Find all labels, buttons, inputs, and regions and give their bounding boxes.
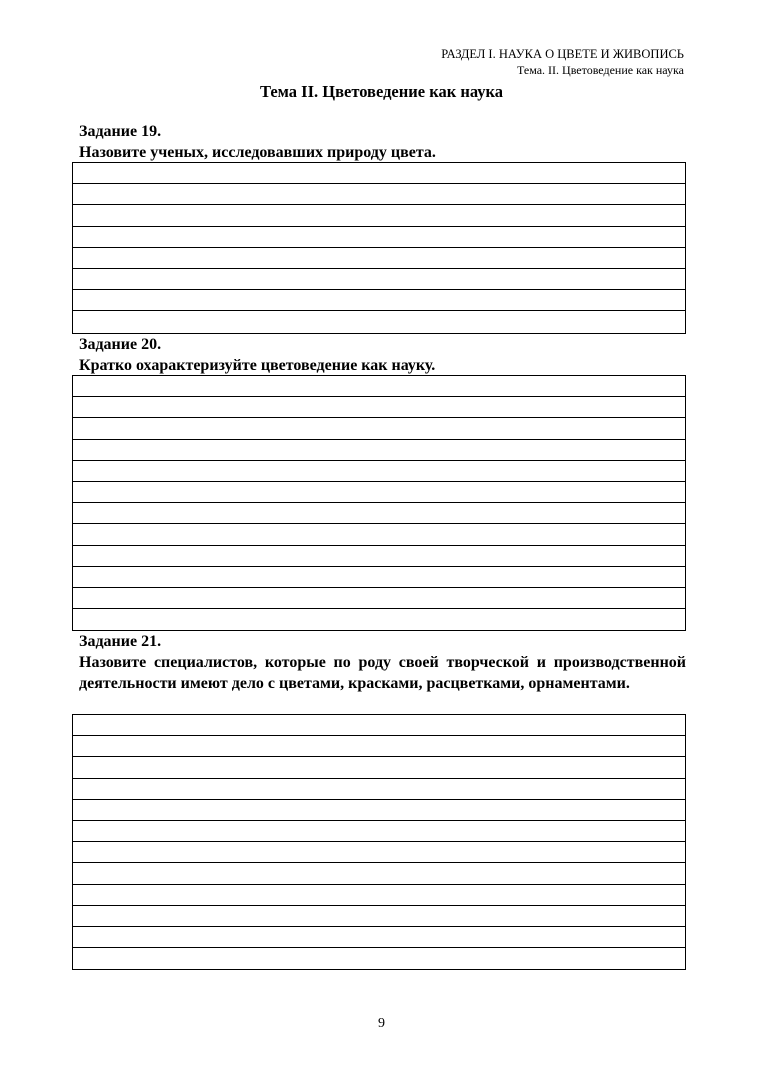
answer-line[interactable] xyxy=(73,588,685,609)
answer-line[interactable] xyxy=(73,800,685,821)
running-head xyxy=(441,46,684,78)
answer-grid-task-19[interactable] xyxy=(72,162,686,334)
answer-grid-task-21[interactable] xyxy=(72,714,686,970)
answer-line[interactable] xyxy=(73,863,685,884)
answer-line[interactable] xyxy=(73,418,685,439)
answer-line[interactable] xyxy=(73,609,685,630)
running-head-section: РАЗДЕЛ I. НАУКА О ЦВЕТЕ И ЖИВОПИСЬ xyxy=(441,47,684,61)
task-text: Назовите специалистов, которые по роду своей творческой и производственной деятельности имеют дело с цветами, красками, расцветками, орнаментами. xyxy=(79,654,686,692)
answer-line[interactable] xyxy=(73,736,685,757)
topic-title: Тема II. Цветоведение как наука xyxy=(259,82,504,101)
answer-line[interactable] xyxy=(73,821,685,842)
task-text: Назовите ученых, исследовавших природу цвета. xyxy=(79,144,436,161)
answer-line[interactable] xyxy=(73,503,685,524)
task-19 xyxy=(79,122,686,163)
task-20 xyxy=(79,335,686,376)
task-number: Задание 20. xyxy=(79,336,162,353)
task-number: Задание 19. xyxy=(79,123,162,140)
answer-line[interactable] xyxy=(73,461,685,482)
answer-line[interactable] xyxy=(73,163,685,184)
answer-line[interactable] xyxy=(73,779,685,800)
task-21 xyxy=(79,632,686,694)
task-number: Задание 21. xyxy=(79,633,162,650)
answer-line[interactable] xyxy=(73,927,685,948)
answer-line[interactable] xyxy=(73,397,685,418)
answer-grid-task-20[interactable] xyxy=(72,375,686,631)
answer-line[interactable] xyxy=(73,311,685,332)
answer-line[interactable] xyxy=(73,482,685,503)
answer-line[interactable] xyxy=(73,290,685,311)
answer-line[interactable] xyxy=(73,948,685,969)
answer-line[interactable] xyxy=(73,269,685,290)
page-number: 9 xyxy=(378,1016,385,1031)
answer-line[interactable] xyxy=(73,885,685,906)
answer-line[interactable] xyxy=(73,524,685,545)
answer-line[interactable] xyxy=(73,715,685,736)
answer-line[interactable] xyxy=(73,184,685,205)
answer-line[interactable] xyxy=(73,248,685,269)
answer-line[interactable] xyxy=(73,376,685,397)
answer-line[interactable] xyxy=(73,567,685,588)
task-text: Кратко охарактеризуйте цветоведение как науку. xyxy=(79,357,436,374)
answer-line[interactable] xyxy=(73,842,685,863)
answer-line[interactable] xyxy=(73,906,685,927)
answer-line[interactable] xyxy=(73,227,685,248)
answer-line[interactable] xyxy=(73,440,685,461)
answer-line[interactable] xyxy=(73,205,685,226)
answer-line[interactable] xyxy=(73,757,685,778)
answer-line[interactable] xyxy=(73,546,685,567)
running-head-topic: Тема. II. Цветоведение как наука xyxy=(517,63,684,77)
